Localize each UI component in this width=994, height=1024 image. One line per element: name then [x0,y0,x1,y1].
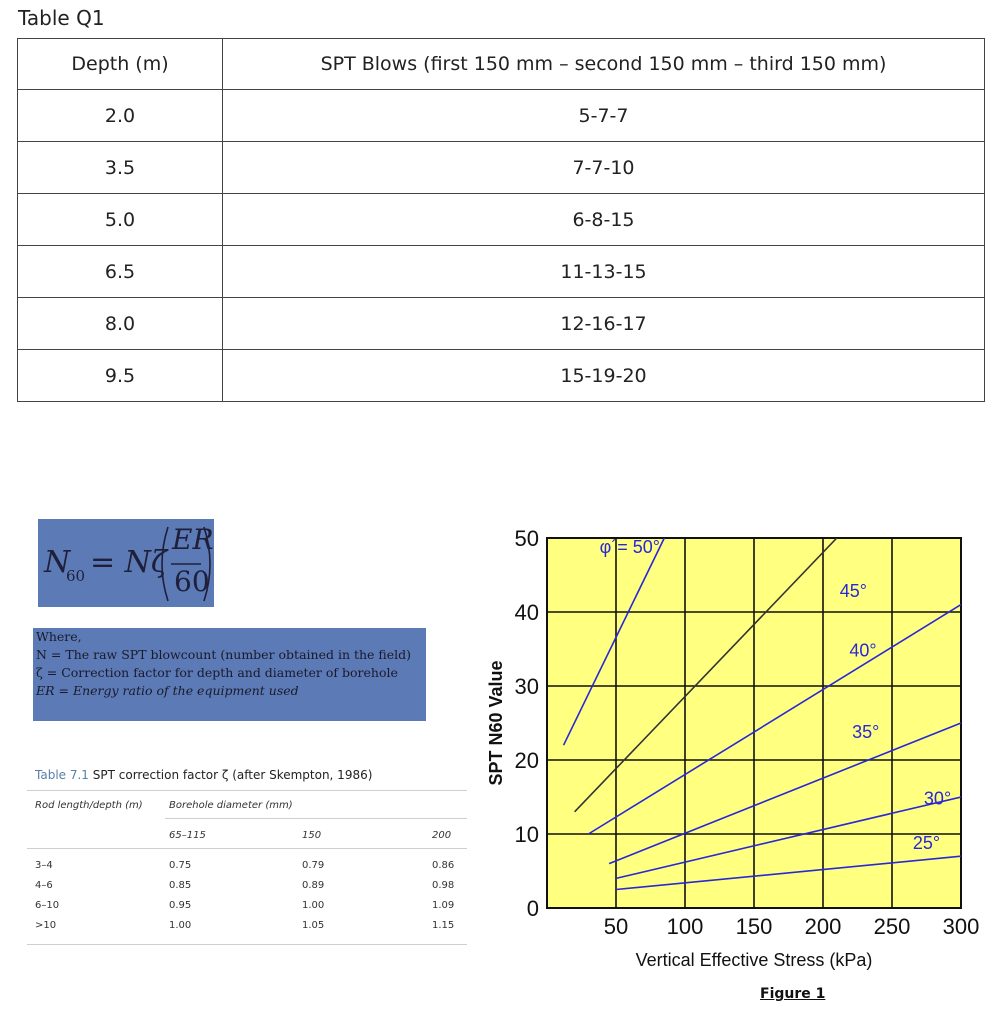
table-q1-title: Table Q1 [18,6,105,30]
subheader-150: 150 [302,830,322,841]
blows-cell: 7-7-10 [223,142,985,194]
row-value: 1.15 [432,920,455,931]
table-row [18,142,985,194]
where-line: ζ = Correction factor for depth and diameter of borehole [36,665,398,680]
blows-cell: 15-19-20 [223,350,985,402]
x-tick-label: 100 [666,914,704,939]
row-value: 0.98 [432,880,455,891]
header-spt-blows: SPT Blows (first 150 mm – second 150 mm – third 150 mm) [223,39,985,90]
header-depth: Depth (m) [18,39,223,90]
subheader-200: 200 [432,830,452,841]
table-7-1-caption [35,768,372,782]
y-tick-label: 50 [514,526,539,551]
table-7-1-number: Table 7.1 [35,768,89,782]
row-value: 0.86 [432,860,455,871]
row-value: 0.85 [169,880,192,891]
x-axis-label: Vertical Effective Stress (kPa) [635,950,873,970]
table-row [18,298,985,350]
formula-lhs: N [44,545,71,580]
y-tick-label: 30 [514,674,539,699]
table-7-1 [27,760,467,955]
blows-cell: 11-13-15 [223,246,985,298]
table-row [18,246,985,298]
series-label: 35° [852,721,880,742]
blows-cell: 5-7-7 [223,90,985,142]
series-label: 30° [923,788,952,809]
row-depth: 3–4 [35,860,53,871]
row-value: 1.09 [432,900,455,911]
formula-denominator: 60 [174,565,210,598]
series-label: 45° [839,581,867,602]
row-depth: 4–6 [35,880,53,891]
formula-eq: = Nζ [90,545,168,580]
col-rod-length: Rod length/depth (m) [35,800,143,811]
table-row [18,194,985,246]
depth-cell: 8.0 [18,298,223,350]
n60-chart [480,520,980,980]
blows-cell: 12-16-17 [223,298,985,350]
table-7-1-caption-text: SPT correction factor ζ (after Skempton, 1986) [92,768,373,782]
col-borehole-diameter: Borehole diameter (mm) [169,800,293,811]
blows-cell: 6-8-15 [223,194,985,246]
series-label: 40° [849,640,877,661]
y-tick-label: 20 [514,748,539,773]
where-definitions [33,628,426,721]
row-value: 0.75 [169,860,192,871]
x-tick-label: 200 [804,914,842,939]
x-tick-label: 50 [603,914,629,939]
where-line: ER = Energy ratio of the equipment used [36,683,299,698]
depth-cell: 2.0 [18,90,223,142]
depth-cell: 5.0 [18,194,223,246]
series-label: φ´= 50° [599,536,661,557]
depth-cell: 6.5 [18,246,223,298]
formula-numerator: ER [172,523,214,556]
table-header-row [18,39,985,90]
y-tick-label: 0 [526,896,539,921]
depth-cell: 9.5 [18,350,223,402]
row-value: 1.00 [169,920,192,931]
row-value: 0.95 [169,900,192,911]
row-value: 1.00 [302,900,325,911]
y-axis-label: SPT N60 Value [486,660,506,786]
x-tick-label: 150 [735,914,773,939]
formula-lhs-sub: 60 [66,567,86,585]
subheader-65-115: 65–115 [169,830,206,841]
n60-formula [38,519,214,607]
y-tick-label: 10 [514,822,539,847]
row-value: 0.79 [302,860,325,871]
where-line: N = The raw SPT blowcount (number obtained in the field) [36,647,412,662]
depth-cell: 3.5 [18,142,223,194]
row-depth: 6–10 [35,900,60,911]
figure-caption: Figure 1 [760,986,826,1002]
where-line: Where, [36,629,82,644]
row-value: 0.89 [302,880,325,891]
table-row [18,90,985,142]
table-row [18,350,985,402]
series-label: 25° [912,832,941,853]
table-q1 [17,38,985,402]
row-value: 1.05 [302,920,325,931]
x-tick-label: 250 [873,914,911,939]
row-depth: >10 [35,920,57,931]
y-tick-label: 40 [514,600,539,625]
x-tick-label: 300 [942,914,980,939]
